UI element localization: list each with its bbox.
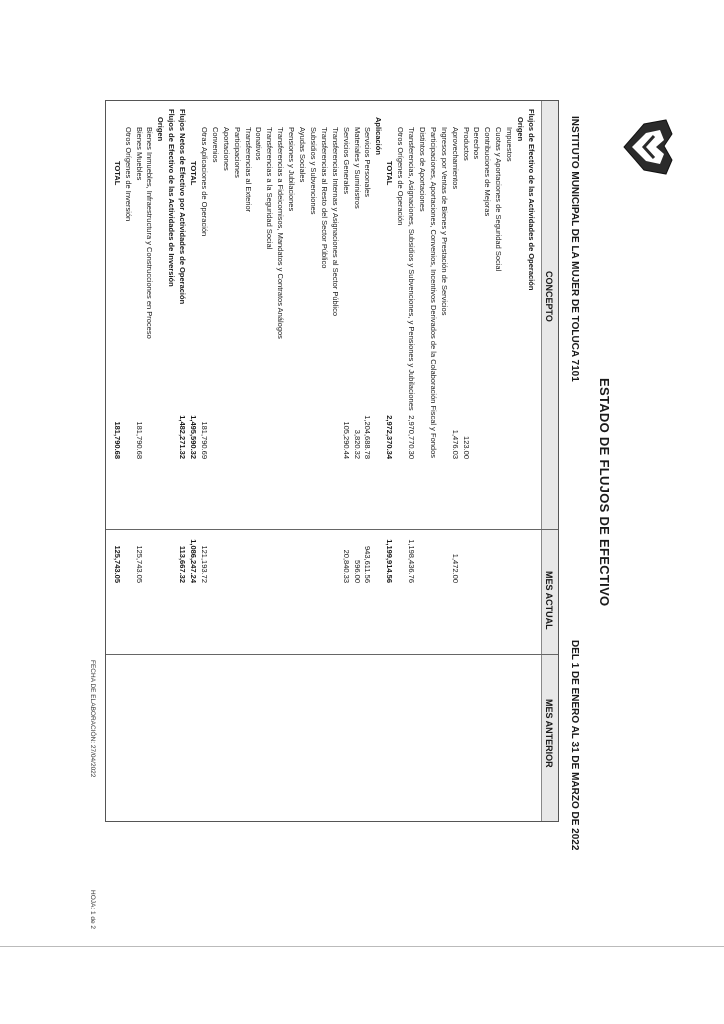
table-row [154, 101, 165, 821]
row-concept: Flujos Netos de Efectivo por Actividades de Operación [178, 109, 188, 305]
table-row [471, 101, 482, 821]
table-row [394, 101, 405, 821]
row-concept: Origen [516, 117, 526, 142]
row-concept: Bienes Muebles [134, 127, 144, 181]
row-concept: Otros Orígenes de Operación [396, 127, 406, 226]
table-row [144, 101, 155, 821]
row-current-value: 2,972,370.34 [385, 415, 395, 459]
row-previous-value: 1,199,914.56 [385, 539, 395, 583]
row-concept: Bienes Inmuebles, Infraestructura y Construcciones en Proceso [145, 127, 155, 339]
row-previous-value: 596.00 [352, 560, 362, 583]
table-row [405, 101, 416, 821]
row-previous-value: 1,472.00 [450, 553, 460, 583]
table-row [111, 101, 122, 821]
row-previous-value: 125,743.05 [134, 545, 144, 583]
column-header-concept: CONCEPTO [544, 271, 554, 322]
column-header-previous: MES ANTERIOR [544, 699, 554, 768]
row-concept: Contribuciones de Mejoras [483, 127, 493, 217]
row-concept: Transferencias Internas y Asignaciones al Sector Público [330, 127, 340, 316]
row-current-value: 1,482,271.32 [178, 415, 188, 459]
row-current-value: 123.00 [461, 436, 471, 459]
row-concept: TOTAL [112, 161, 122, 186]
table-row [514, 101, 525, 821]
row-previous-value: 113,667.32 [178, 545, 188, 583]
table-row [122, 101, 133, 821]
row-current-value: 2,970,770.30 [407, 415, 417, 459]
table-row [329, 101, 340, 821]
report-title: ESTADO DE FLUJOS DE EFECTIVO [597, 378, 612, 607]
report-period: DEL 1 DE ENERO AL 31 DE MARZO DE 2022 [569, 640, 580, 851]
row-concept: Impuestos [505, 127, 515, 162]
table-row [253, 101, 264, 821]
table-row [340, 101, 351, 821]
row-concept: Transferencias al Exterior [243, 127, 253, 213]
row-current-value: 1,495,590.32 [189, 415, 199, 459]
table-row [351, 101, 362, 821]
row-previous-value: 125,743.05 [112, 545, 122, 583]
row-concept: Otras Aplicaciones de Operación [200, 127, 209, 237]
row-concept: Materiales y Suministros [352, 127, 362, 209]
table-row [198, 101, 209, 821]
row-current-value: 105,290.44 [341, 421, 351, 459]
row-current-value: 1,476.03 [450, 429, 460, 459]
row-concept: Servicios Personales [363, 127, 373, 198]
row-concept: Subsidios y Subvenciones [309, 127, 318, 215]
row-previous-value: 121,193.72 [200, 545, 209, 583]
row-current-value: 181,790.68 [134, 421, 144, 459]
scan-edge-divider [0, 946, 724, 947]
row-concept: Ayudas Sociales [298, 127, 308, 183]
elaboration-date: FECHA DE ELABORACIÓN: 27/04/2022 [89, 660, 96, 778]
table-row [187, 101, 198, 821]
row-previous-value: 20,840.33 [341, 549, 351, 583]
cash-flow-table [105, 100, 559, 822]
row-previous-value: 1,086,247.24 [189, 539, 199, 583]
row-current-value: 181,790.69 [200, 421, 209, 459]
row-current-value: 3,820.32 [352, 429, 362, 459]
table-row [242, 101, 253, 821]
row-previous-value: 1,198,436.76 [407, 539, 417, 583]
institution-name: INSTITUTO MUNICIPAL DE LA MUJER DE TOLUCA 7101 [569, 116, 580, 382]
row-concept: Flujos de Efectivo de las Actividades de Operación [527, 109, 536, 291]
row-concept: Cuotas y Aportaciones de Seguridad Social [494, 127, 504, 272]
table-row [231, 101, 242, 821]
row-concept: Aprovechamientos [450, 127, 460, 190]
table-row [438, 101, 449, 821]
page-number: HOJA: 1 de 2 [89, 890, 96, 930]
row-previous-value: 943,611.56 [363, 546, 373, 583]
row-concept: Servicios Generales [341, 127, 351, 195]
table-row [318, 101, 329, 821]
row-concept: Pensiones y Jubilaciones [287, 127, 297, 212]
table-row [133, 101, 144, 821]
row-concept: Distintos de Aportaciones [418, 127, 427, 212]
row-concept: Convenios [210, 127, 220, 163]
table-row [220, 101, 231, 821]
row-concept: Ingresos por Ventas de Bienes y Prestación de Servicios [439, 127, 449, 316]
row-concept: Participaciones, Aportaciones, Convenios, Incentivos Derivados de la Colaboración Fiscal y Fondos [428, 127, 438, 459]
table-row [383, 101, 394, 821]
table-row [285, 101, 296, 821]
row-concept: Origen [156, 117, 166, 142]
column-header-current: MES ACTUAL [544, 571, 554, 630]
row-concept: Aportaciones [221, 127, 231, 171]
row-concept: TOTAL [189, 161, 199, 186]
table-row [481, 101, 492, 821]
row-concept: Participaciones [232, 127, 242, 178]
table-row [165, 101, 176, 821]
table-row [176, 101, 187, 821]
table-row [263, 101, 274, 821]
row-concept: Transferencias, Asignaciones, Subsidios y Subvenciones, y Pensiones y Jubilaciones [407, 127, 417, 411]
table-row [492, 101, 503, 821]
row-concept: Otros Orígenes de Inversión [123, 127, 133, 222]
table-row [503, 101, 514, 821]
table-row [362, 101, 373, 821]
row-concept: Flujos de Efectivo de las Actividades de Inversión [167, 109, 177, 287]
row-concept: Donativos [254, 127, 264, 161]
row-concept: Transferencias a Fideicomisos, Mandatos y Contratos Análogos [276, 127, 286, 339]
row-concept: Productos [461, 127, 471, 161]
table-row [427, 101, 438, 821]
row-concept: TOTAL [385, 161, 395, 186]
table-row [525, 101, 536, 821]
row-current-value: 181,790.68 [112, 421, 122, 459]
row-concept: Transferencias a la Seguridad Social [265, 127, 275, 250]
row-concept: Aplicación [374, 117, 384, 155]
table-row [209, 101, 220, 821]
row-current-value: 1,204,688.78 [363, 415, 373, 459]
row-concept: Transferencias al Resto del Sector Público [319, 127, 329, 269]
municipal-seal-logo [622, 116, 674, 178]
table-row [372, 101, 383, 821]
table-row [307, 101, 318, 821]
table-row [274, 101, 285, 821]
table-row [296, 101, 307, 821]
row-concept: Derechos [472, 127, 482, 160]
table-row [449, 101, 460, 821]
table-row [460, 101, 471, 821]
table-row [416, 101, 427, 821]
